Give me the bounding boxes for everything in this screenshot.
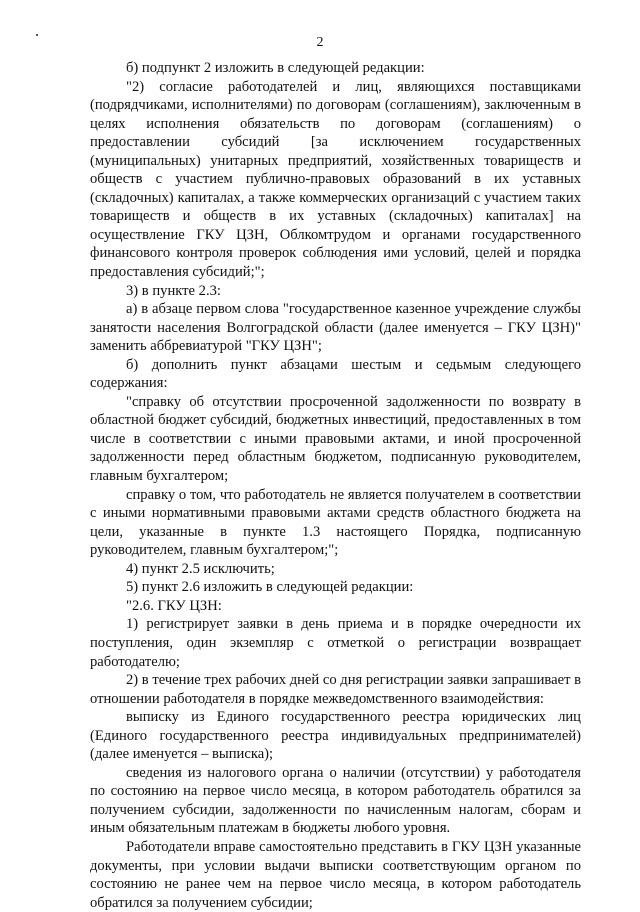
paragraph-subpoint-b-intro: б) подпункт 2 изложить в следующей редакции: <box>126 60 425 76</box>
paragraph-2-3-a: а) в абзаце первом слова "государственное казенное учреждение службы занятости населения Волгоградской области (далее именуется – ГКУ ЦЗН)" заменить аббревиатурой "ГКУ ЦЗН"; <box>90 301 581 355</box>
paragraph-employers-may-submit: Работодатели вправе самостоятельно представить в ГКУ ЦЗН указанные документы, при условии выдачи выписки соответствующим органом по состоянию не ранее чем на первое число месяца, в котором работодатель обратился за получением субсидии; <box>90 838 581 911</box>
document-body <box>90 59 581 912</box>
paragraph-tax-info: сведения из налогового органа о наличии (отсутствии) у работодателя по состоянию на первое число месяца, в котором работодатель обратился за получением субсидии, задолженности по начисленным налогам, сборам и иным обязательным платежам в бюджеты любого уровня. <box>90 764 581 837</box>
paragraph-2-6-heading: "2.6. ГКУ ЦЗН: <box>126 597 222 614</box>
paragraph-subpoint-2-consent: "2) согласие работодателей и лиц, являющихся поставщиками (подрядчиками, исполнителями) по договорам (соглашениям), заключенным в целях исполнения обязательств по договорам (соглашениям) о предоставлении субсидий [за исключением государственных (муниципальных) унитарных предприятий, хозяйственных товариществ и обществ с участием публично-правовых образований в их уставных (складочных) капиталах, а также коммерческих организаций с участием таких товариществ и обществ в их уставных (складочных) капиталах] на осуществление ГКУ ЦЗН, Облкомтрудом и органами государственного финансового контроля проверок соблюдения ими условий, целей и порядка предоставления субсидий;"; <box>90 78 581 281</box>
paragraph-point-2-6-intro: 5) пункт 2.6 изложить в следующей редакции: <box>126 579 414 596</box>
paragraph-certificate-debt: "справку об отсутствии просроченной задолженности по возврату в областной бюджет субсидий, бюджетных инвестиций, предоставленных в том числе в соответствии с иными правовыми актами, и иной просроченной задолженности перед областным бюджетом, подписанную руководителем, главным бухгалтером; <box>90 393 581 485</box>
paragraph-2-6-2: 2) в течение трех рабочих дней со дня регистрации заявки запрашивает в отношении работодателя в порядке межведомственного взаимодействия: <box>90 672 581 707</box>
paragraph-certificate-recipient: справку о том, что работодатель не является получателем в соответствии с иными нормативными правовыми актами средств областного бюджета на цели, указанные в пункте 1.3 настоящего Порядка, подписанную руководителем, главным бухгалтером;"; <box>90 486 581 559</box>
paragraph-point-2-3: 3) в пункте 2.3: <box>126 282 221 299</box>
paragraph-extract-registry: выписку из Единого государственного реестра юридических лиц (Единого государственного реестра индивидуальных предпринимателей) (далее именуется – выписка); <box>90 709 581 763</box>
paragraph-2-3-b: б) дополнить пункт абзацами шестым и седьмым следующего содержания: <box>90 356 581 392</box>
paragraph-2-6-1: 1) регистрирует заявки в день приема и в порядке очередности их поступления, один экземпляр с отметкой о регистрации возвращает работодателю; <box>90 616 581 670</box>
paragraph-point-2-5: 4) пункт 2.5 исключить; <box>126 560 275 577</box>
page-number: 2 <box>316 35 324 50</box>
